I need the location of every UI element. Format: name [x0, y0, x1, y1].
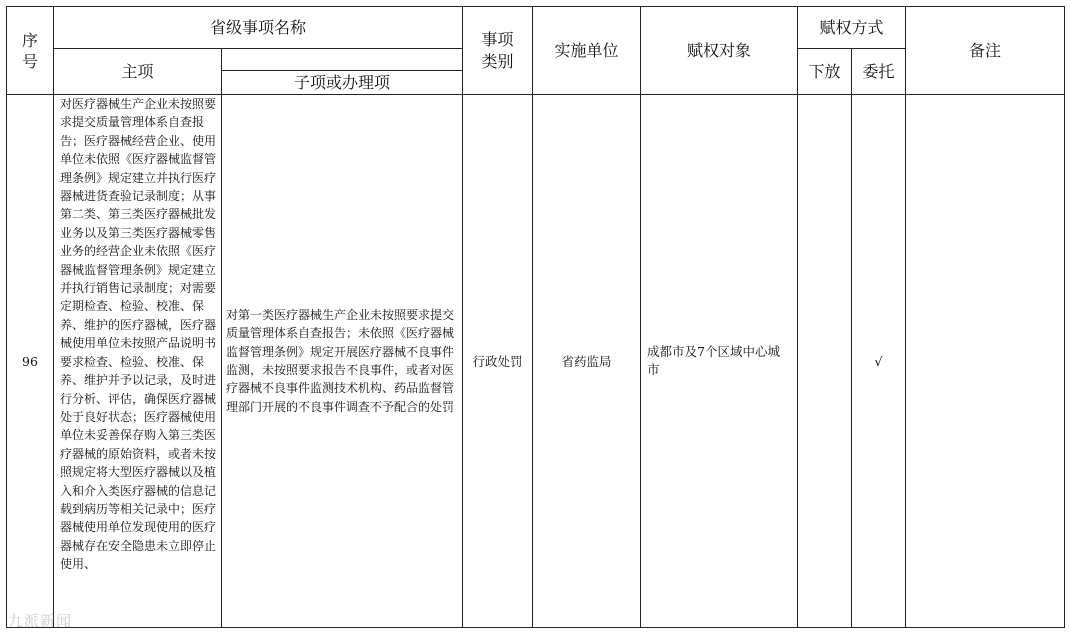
watermark: 九派新闻: [8, 612, 73, 630]
row-sub-item: 对第一类医疗器械生产企业未按照要求提交质量管理体系自查报告；未依照《医疗器械监督管理条例》规定开展医疗器械不良事件监测，未按照要求报告不良事件，或者对医疗器械不良事件监测技术机构、药品监督管理部门开展的不良事件调查不予配合的处罚: [222, 95, 463, 628]
header-entrust: 委托: [852, 49, 906, 95]
header-unit: 实施单位: [533, 7, 641, 95]
header-seq: 序号: [7, 7, 54, 95]
header-delegate-down: 下放: [798, 49, 852, 95]
row-entrust: √: [852, 95, 906, 628]
row-target: 成都市及7个区域中心城市: [641, 95, 798, 628]
header-main-item: 主项: [54, 49, 222, 95]
delegation-table: [6, 6, 1065, 628]
row-remarks: [906, 95, 1065, 628]
row-delegate-down: [798, 95, 852, 628]
table-row: [7, 95, 1065, 628]
row-main-item: 对医疗器械生产企业未按照要求提交质量管理体系自查报告；医疗器械经营企业、使用单位未依照《医疗器械监督管理条例》规定建立并执行医疗器械进货查验记录制度；从事第二类、第三类医疗器械批发业务以及第三类医疗器械零售业务的经营企业未依照《医疗器械监督管理条例》规定建立并执行销售记录制度；对需要定期检查、检验、校准、保养、维护的医疗器械，医疗器械使用单位未按照产品说明书要求检查、检验、校准、保养、维护并予以记录，及时进行分析、评估，确保医疗器械处于良好状态；医疗器械使用单位未妥善保存购入第三类医疗器械的原始资料，或者未按照规定将大型医疗器械以及植入和介入类医疗器械的信息记载到病历等相关记录中；医疗器械使用单位发现使用的医疗器械存在安全隐患未立即停止使用、: [54, 95, 222, 628]
row-category: 行政处罚: [463, 95, 533, 628]
header-name-group: 省级事项名称: [54, 7, 463, 49]
row-unit: 省药监局: [533, 95, 641, 628]
header-remarks: 备注: [906, 7, 1065, 95]
header-target: 赋权对象: [641, 7, 798, 95]
row-seq: 96: [7, 95, 54, 628]
header-category: 事项类别: [463, 7, 533, 95]
header-method-group: 赋权方式: [798, 7, 906, 49]
header-sub-item: 子项或办理项: [222, 71, 463, 95]
document-page: [6, 6, 1065, 628]
